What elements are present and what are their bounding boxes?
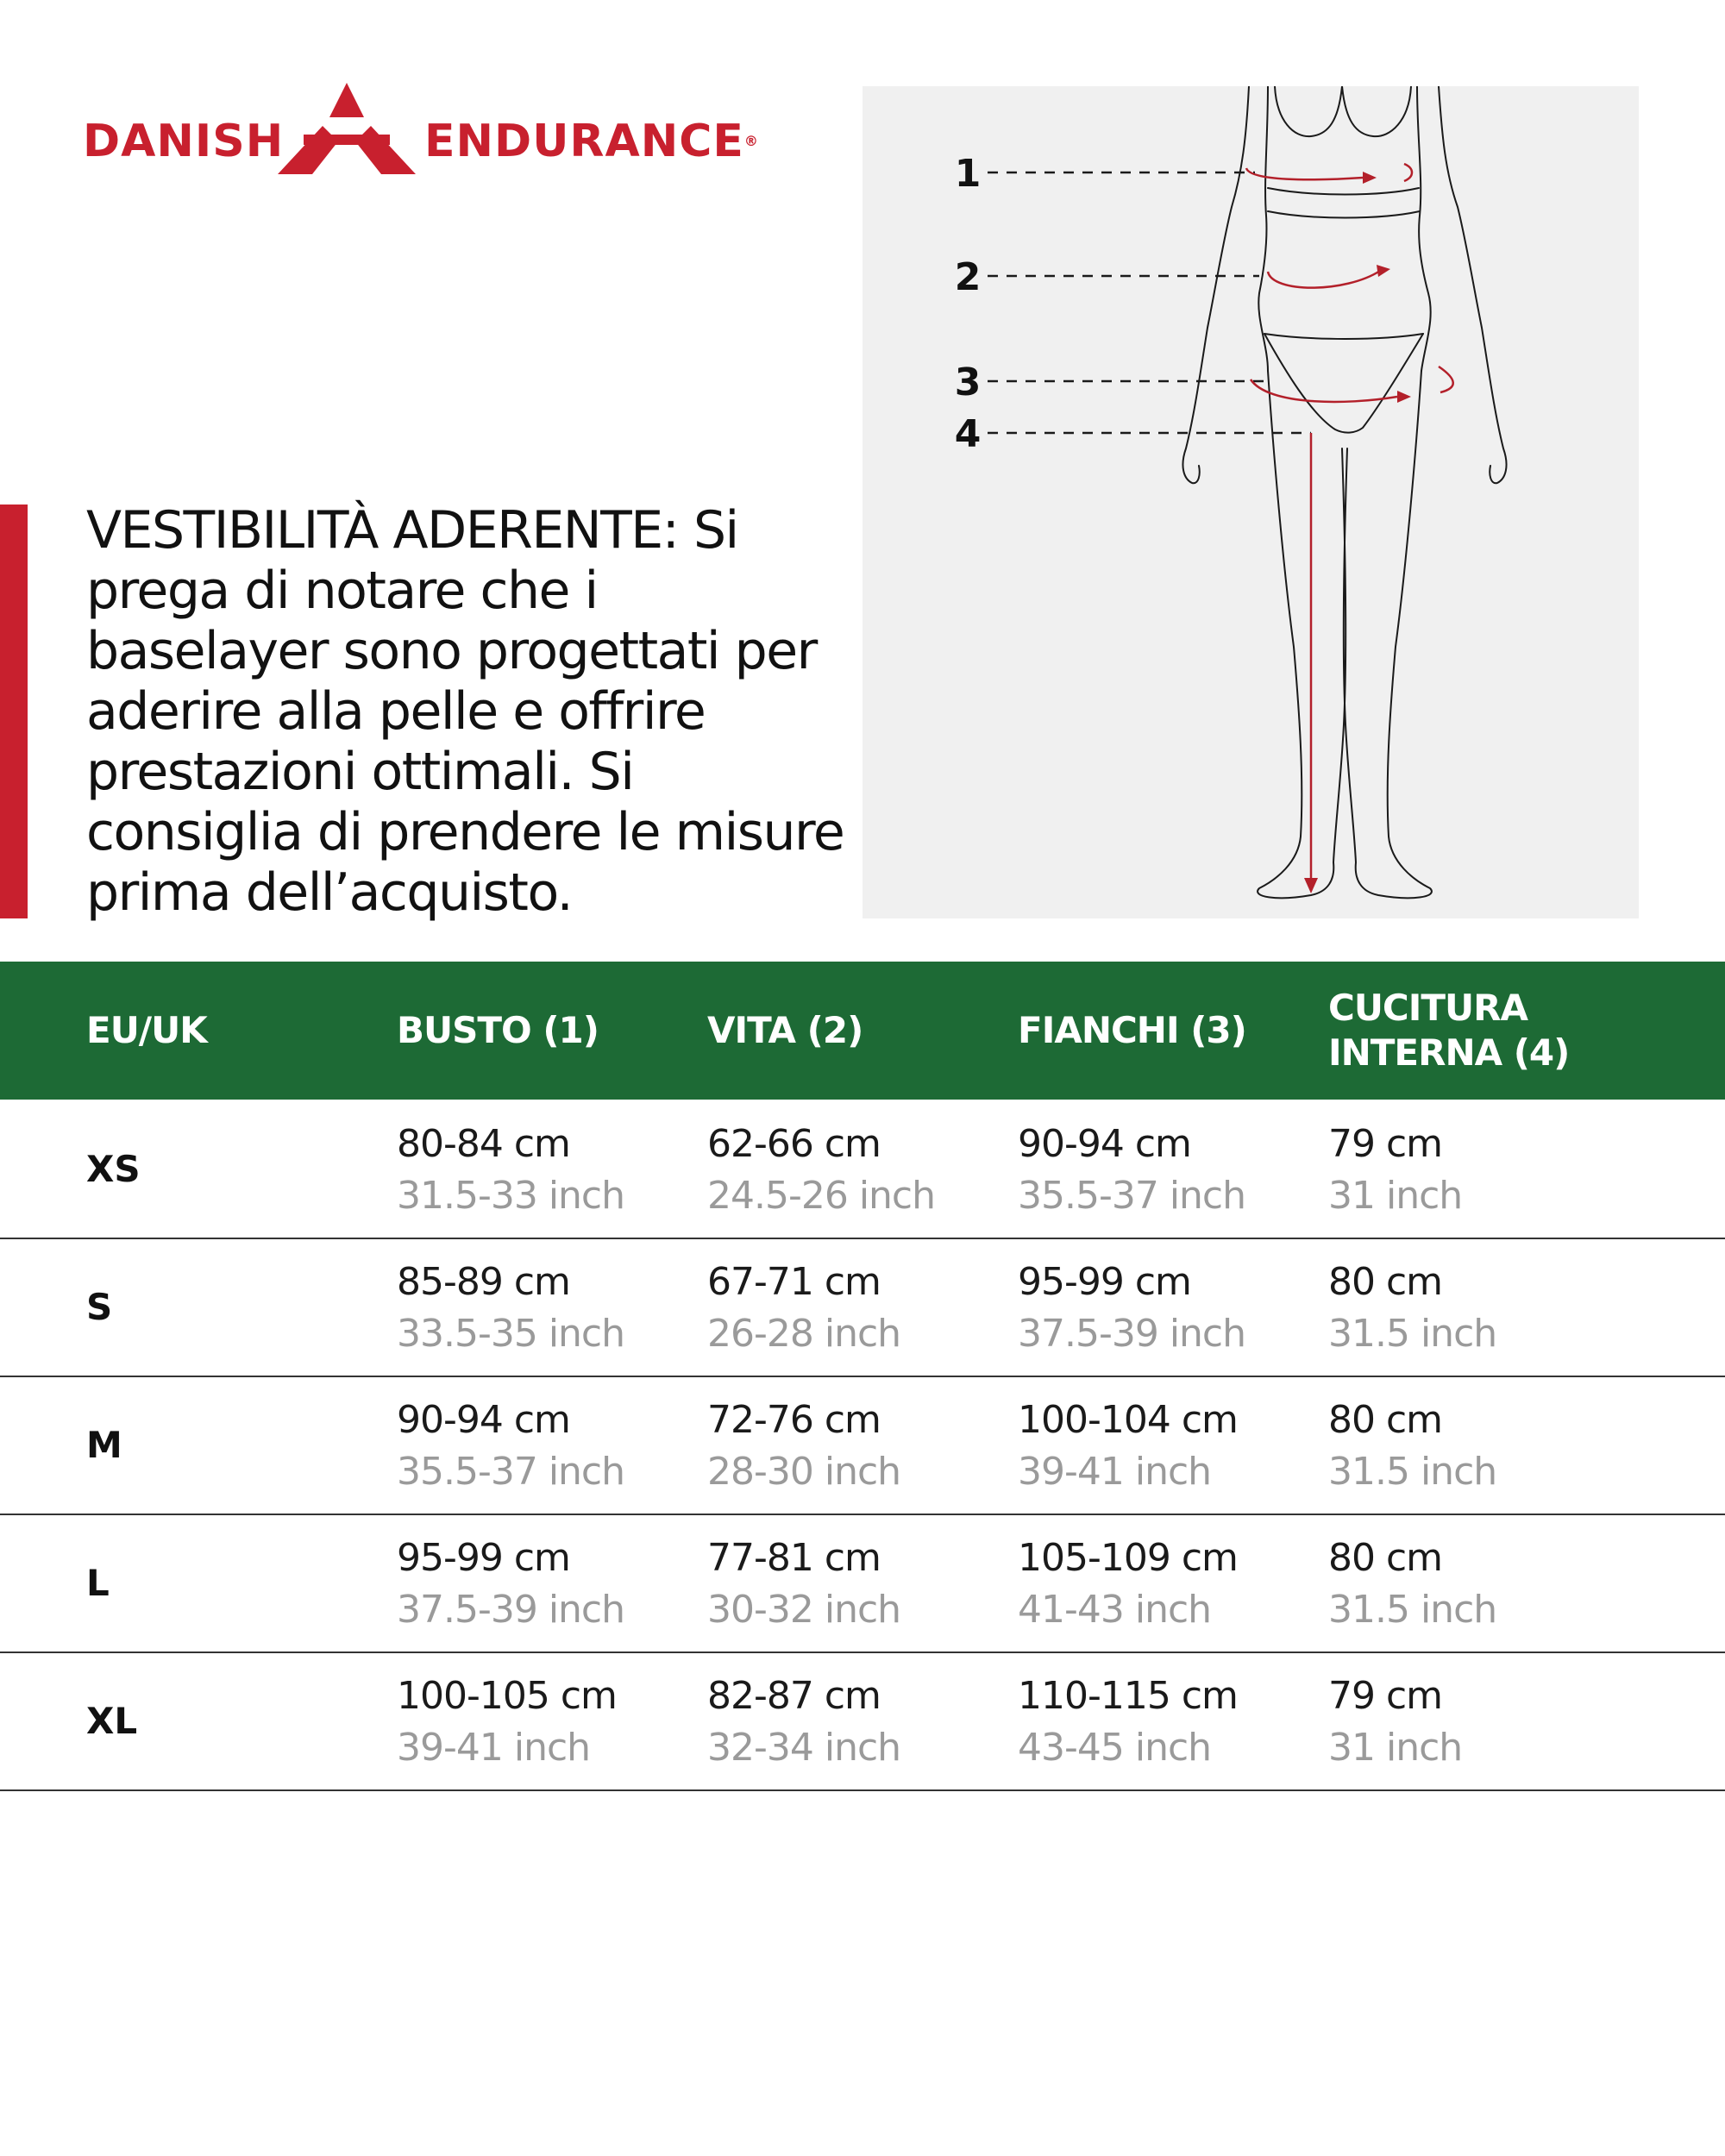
bust-cell <box>397 1257 624 1360</box>
cm-value: 77-81 cm <box>707 1536 881 1580</box>
brand-name-left: DANISH <box>83 116 285 167</box>
size-label: XL <box>86 1699 138 1742</box>
cm-value: 67-71 cm <box>707 1260 881 1304</box>
bust-cell <box>397 1670 617 1774</box>
marker-bust: 1 <box>954 152 982 196</box>
body-outline-illustration <box>862 86 1639 918</box>
cm-value: 62-66 cm <box>707 1122 881 1166</box>
inseam-cell <box>1328 1532 1496 1636</box>
table-row <box>0 1651 1725 1791</box>
inseam-cell <box>1328 1670 1462 1774</box>
cm-value: 82-87 cm <box>707 1674 881 1718</box>
inch-value: 37.5-39 inch <box>397 1588 625 1632</box>
brand-logo <box>83 83 759 178</box>
cm-value: 80 cm <box>1328 1536 1443 1580</box>
measurement-figure <box>862 86 1639 918</box>
cm-value: 105-109 cm <box>1018 1536 1238 1580</box>
inch-value: 31.5 inch <box>1328 1588 1497 1632</box>
cm-value: 79 cm <box>1328 1122 1443 1166</box>
bust-cell <box>397 1395 624 1498</box>
header-inseam: CUCITURA INTERNA (4) <box>1328 987 1570 1074</box>
size-label: S <box>86 1285 113 1328</box>
cm-value: 90-94 cm <box>397 1398 570 1442</box>
inch-value: 24.5-26 inch <box>707 1174 936 1218</box>
inch-value: 32-34 inch <box>707 1726 901 1770</box>
bust-cell <box>397 1532 624 1636</box>
registered-mark: ® <box>743 133 759 149</box>
inch-value: 35.5-37 inch <box>397 1450 625 1494</box>
hips-cell <box>1018 1532 1238 1636</box>
inch-value: 39-41 inch <box>1018 1450 1212 1494</box>
logo-mountain-icon <box>278 83 416 174</box>
inseam-cell <box>1328 1257 1496 1360</box>
marker-waist: 2 <box>954 255 982 299</box>
cm-value: 85-89 cm <box>397 1260 570 1304</box>
waist-cell <box>707 1670 900 1774</box>
cm-value: 95-99 cm <box>1018 1260 1191 1304</box>
inch-value: 43-45 inch <box>1018 1726 1212 1770</box>
waist-cell <box>707 1119 935 1222</box>
cm-value: 80-84 cm <box>397 1122 570 1166</box>
cm-value: 100-104 cm <box>1018 1398 1238 1442</box>
size-table-header <box>0 962 1725 1100</box>
cm-value: 90-94 cm <box>1018 1122 1191 1166</box>
accent-bar <box>0 505 28 918</box>
inch-value: 31.5 inch <box>1328 1312 1497 1356</box>
waist-cell <box>707 1257 900 1360</box>
hips-cell <box>1018 1119 1245 1222</box>
cm-value: 110-115 cm <box>1018 1674 1238 1718</box>
marker-inseam: 4 <box>954 412 982 456</box>
inch-value: 31.5 inch <box>1328 1450 1497 1494</box>
cm-value: 80 cm <box>1328 1260 1443 1304</box>
header-size: EU/UK <box>86 1009 207 1051</box>
inch-value: 28-30 inch <box>707 1450 901 1494</box>
inch-value: 31.5-33 inch <box>397 1174 625 1218</box>
size-label: XS <box>86 1147 141 1190</box>
cm-value: 80 cm <box>1328 1398 1443 1442</box>
cm-value: 100-105 cm <box>397 1674 617 1718</box>
inch-value: 41-43 inch <box>1018 1588 1212 1632</box>
inseam-cell <box>1328 1119 1462 1222</box>
table-row <box>0 1100 1725 1239</box>
hips-cell <box>1018 1395 1238 1498</box>
bust-cell <box>397 1119 624 1222</box>
inch-value: 31 inch <box>1328 1726 1463 1770</box>
brand-name-right: ENDURANCE® <box>424 116 759 167</box>
inch-value: 26-28 inch <box>707 1312 901 1356</box>
inch-value: 30-32 inch <box>707 1588 901 1632</box>
cm-value: 95-99 cm <box>397 1536 570 1580</box>
cm-value: 79 cm <box>1328 1674 1443 1718</box>
inseam-cell <box>1328 1395 1496 1498</box>
table-row <box>0 1514 1725 1653</box>
inch-value: 33.5-35 inch <box>397 1312 625 1356</box>
hips-cell <box>1018 1257 1245 1360</box>
cm-value: 72-76 cm <box>707 1398 881 1442</box>
table-row <box>0 1238 1725 1377</box>
inch-value: 37.5-39 inch <box>1018 1312 1246 1356</box>
inch-value: 31 inch <box>1328 1174 1463 1218</box>
waist-cell <box>707 1532 900 1636</box>
size-label: M <box>86 1423 122 1466</box>
header-waist: VITA (2) <box>707 1009 863 1051</box>
header-hips: FIANCHI (3) <box>1018 1009 1246 1051</box>
inch-value: 39-41 inch <box>397 1726 591 1770</box>
inch-value: 35.5-37 inch <box>1018 1174 1246 1218</box>
hips-cell <box>1018 1670 1238 1774</box>
marker-hips: 3 <box>954 360 982 404</box>
table-row <box>0 1376 1725 1515</box>
size-label: L <box>86 1561 110 1604</box>
fit-notice: VESTIBILITÀ ADERENTE: Si prega di notare che i baselayer sono progettati per aderire alla pelle e offrire prestazioni ottimali. Si consiglia di prendere le misure prima dell’acquisto. <box>86 500 844 923</box>
header-bust: BUSTO (1) <box>397 1009 599 1051</box>
waist-cell <box>707 1395 900 1498</box>
